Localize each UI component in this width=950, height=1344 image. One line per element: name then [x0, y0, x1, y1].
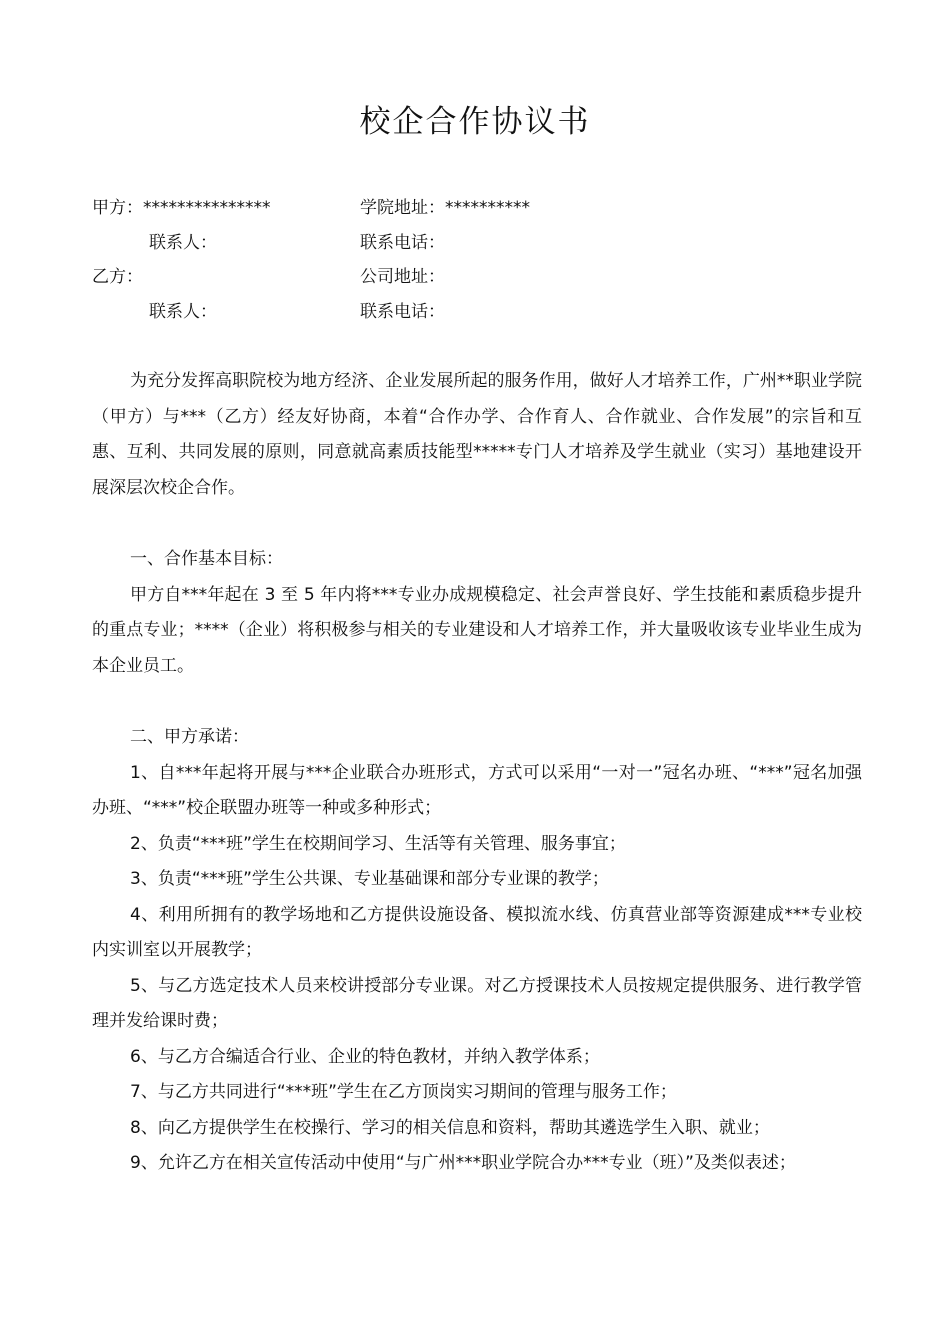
party-b-row — [92, 262, 872, 297]
section1-heading: 一、合作基本目标： — [130, 549, 283, 569]
party-a-label: 甲方：*************** — [92, 198, 271, 218]
document-title: 校企合作协议书 — [359, 104, 591, 140]
party-a-phone: 联系电话： — [360, 232, 445, 253]
intro-paragraph: 为充分发挥高职院校为地方经济、企业发展所起的服务作用，做好人才培养工作，广州**职业学院（甲方）与***（乙方）经友好协商，本着“合作办学、合作育人、合作就业、合作发展”的宗旨和互惠、互利、共同发展的原则，同意就高素质技能型*****专门人才培养及学生就业（实习）基地建设开展深层次校企合作。 — [92, 371, 862, 498]
section1-text: 甲方自***年起在 3 至 5 年内将***专业办成规模稳定、社会声誉良好、学生技能和素质稳步提升的重点专业；****（企业）将积极参与相关的专业建设和人才培养工作，并大量吸收该专业毕业生成为本企业员工。 — [92, 584, 862, 676]
party-b-address: 公司地址： — [360, 267, 445, 287]
section2-item: 9、允许乙方在相关宣传活动中使用“与广州***职业学院合办***专业（班）”及类似表述； — [130, 1153, 796, 1173]
spacer — [92, 684, 862, 720]
section2-item: 2、负责“***班”学生在校期间学习、生活等有关管理、服务事宜； — [130, 833, 626, 854]
party-a-contact: 联系人： — [149, 232, 217, 253]
section2-item: 8、向乙方提供学生在校操行、学习的相关信息和资料，帮助其遴选学生入职、就业； — [130, 1117, 770, 1138]
party-a-contact-row — [92, 228, 872, 263]
party-b-contact-row — [92, 297, 872, 332]
parties-block — [92, 193, 872, 331]
section2-item: 3、负责“***班”学生公共课、专业基础课和部分专业课的教学； — [130, 869, 609, 889]
section2-item: 1、自***年起将开展与***企业联合办班形式，方式可以采用“一对一”冠名办班、“***”冠名加强办班、“***”校企联盟办班等一种或多种形式； — [92, 762, 862, 818]
party-b-contact: 联系人： — [149, 301, 217, 322]
section2-item: 7、与乙方共同进行“***班”学生在乙方顶岗实习期间的管理与服务工作； — [130, 1082, 677, 1102]
section2-heading: 二、甲方承诺： — [130, 727, 249, 747]
section2-item: 4、利用所拥有的教学场地和乙方提供设施设备、模拟流水线、仿真营业部等资源建成***专业校内实训室以开展教学； — [92, 904, 862, 960]
party-b-phone: 联系电话： — [360, 301, 445, 322]
section2-item: 6、与乙方合编适合行业、企业的特色教材，并纳入教学体系； — [130, 1046, 600, 1067]
party-a-row — [92, 193, 872, 228]
section2-item: 5、与乙方选定技术人员来校讲授部分专业课。对乙方授课技术人员按规定提供服务、进行教学管理并发给课时费； — [92, 975, 862, 1031]
spacer — [92, 506, 862, 542]
party-a-address: 学院地址：********** — [360, 198, 530, 218]
party-b-label: 乙方： — [92, 267, 143, 287]
document-body — [92, 364, 862, 1182]
